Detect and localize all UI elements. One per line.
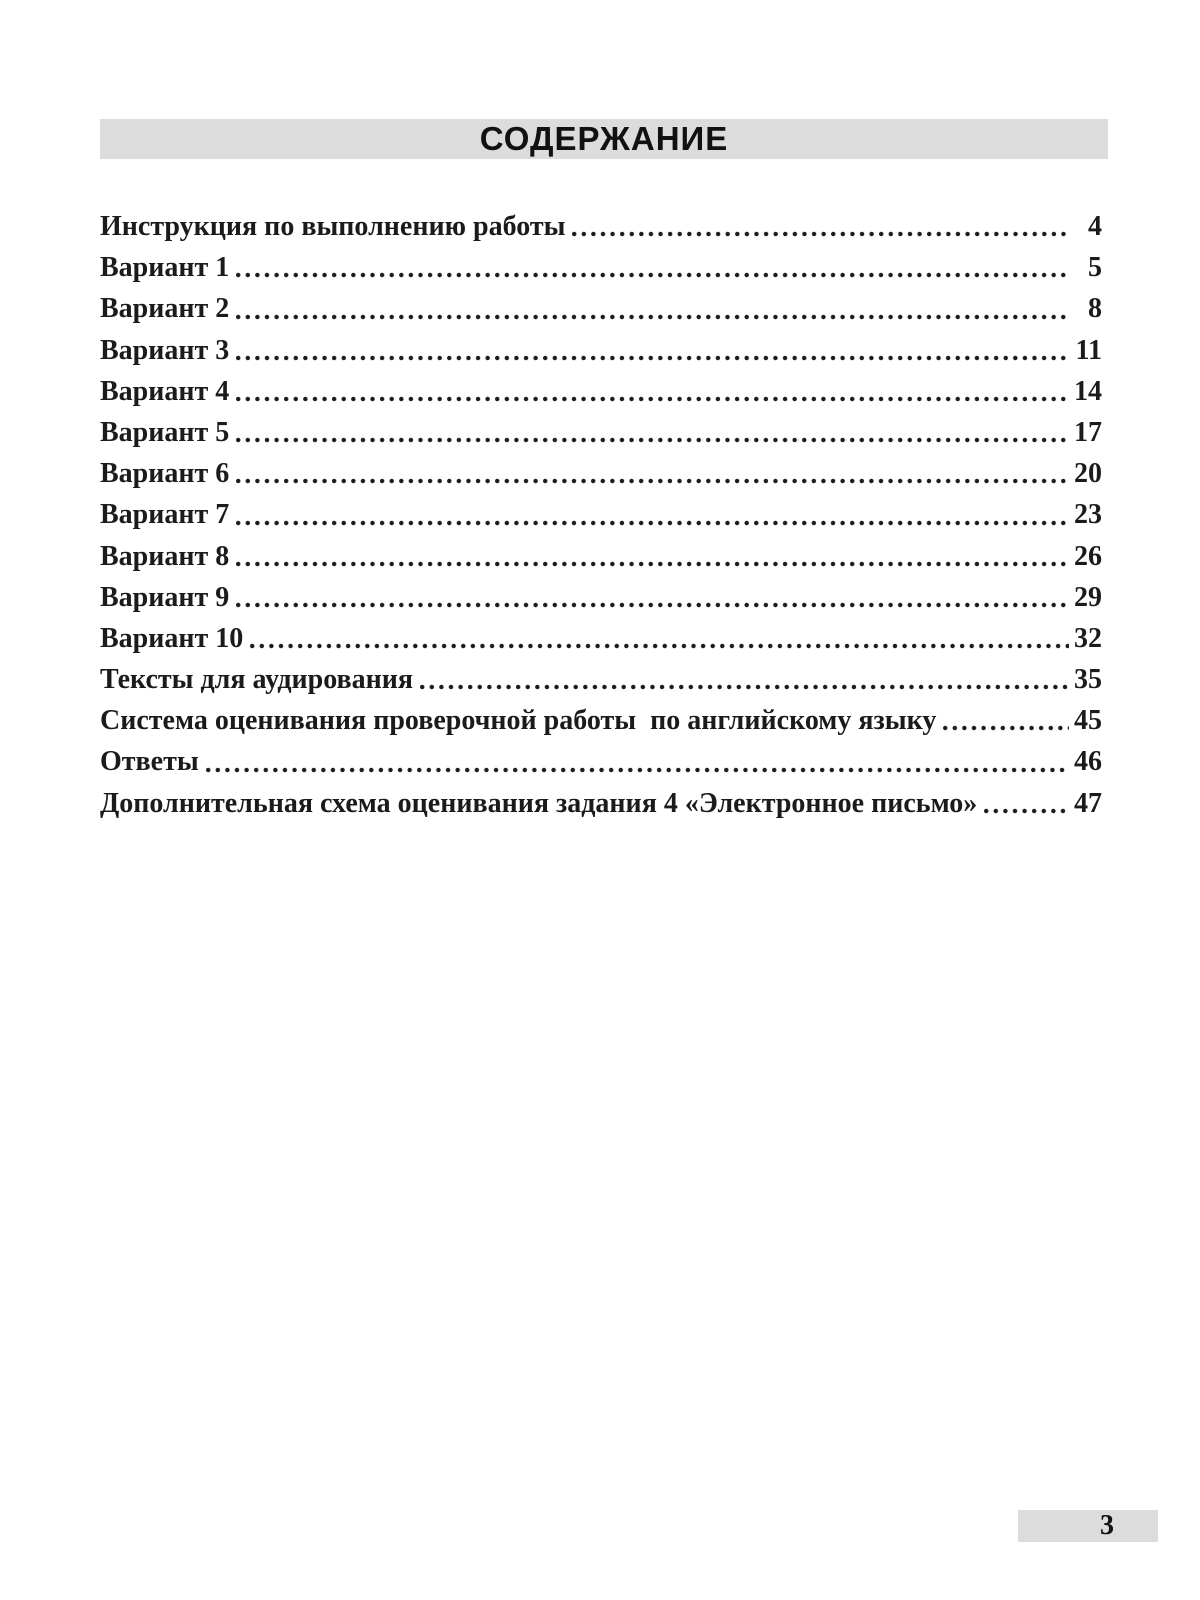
toc-entry-label: Система оценивания проверочной работы по английскому языку [100,705,937,737]
toc-entry-page: 23 [1074,499,1102,531]
dot-leader [236,520,1069,526]
toc-entry-page: 4 [1088,211,1102,242]
dot-leader [236,355,1069,361]
toc-entry-label: Вариант 6 [100,458,230,490]
toc-entry-page: 47 [1074,787,1102,819]
toc-entry-label: Вариант 10 [100,622,244,654]
toc-entry-label: Вариант 5 [100,416,230,448]
toc-entry-label: Дополнительная схема оценивания задания 4 «Электронное письмо» [100,787,978,819]
toc-entry [100,536,1102,577]
dot-leader [236,396,1069,402]
toc-entry-label: Вариант 3 [100,334,230,366]
dot-leader [250,643,1069,649]
toc-entry [100,330,1102,371]
toc-entry-label: Вариант 7 [100,499,230,531]
toc-entry-label: Ответы [100,746,199,778]
toc-entry [100,783,1102,824]
toc-entry-label: Тексты для аудирования [100,664,414,696]
toc-entry-label: Инструкция по выполнению работы [100,211,566,242]
toc-entry [100,659,1102,700]
toc-entry-label: Вариант 2 [100,293,230,325]
dot-leader [984,808,1069,814]
toc-entry [100,700,1102,741]
toc-entry-page: 32 [1074,622,1102,654]
toc-entry-page: 46 [1074,746,1102,778]
dot-leader [236,314,1069,320]
toc-entry-page: 20 [1074,458,1102,490]
dot-leader [236,272,1069,278]
toc-entry-page: 8 [1088,293,1102,325]
dot-leader [572,231,1069,237]
toc-entry [100,741,1102,782]
toc-entry-page: 35 [1074,664,1102,696]
dot-leader [420,684,1069,690]
toc-entry-page: 17 [1074,416,1102,448]
contents-title-bar [100,119,1108,159]
toc-entry-label: Вариант 9 [100,581,230,613]
toc-entry-page: 5 [1088,252,1102,284]
dot-leader [206,767,1069,773]
page-number-bar [1018,1510,1158,1542]
dot-leader [943,725,1069,731]
dot-leader [236,602,1069,608]
toc-entry [100,577,1102,618]
toc-entry [100,618,1102,659]
toc-entry [100,453,1102,494]
toc-entry-page: 14 [1074,375,1102,407]
toc-entry-label: Вариант 1 [100,252,230,284]
toc-entry [100,288,1102,329]
toc-entry-page: 29 [1074,581,1102,613]
dot-leader [236,478,1069,484]
toc-entry-page: 45 [1074,705,1102,737]
toc-entry [100,494,1102,535]
toc-entry [100,206,1102,247]
page-title: СОДЕРЖАНИЕ [479,120,729,157]
page-number: 3 [1100,1510,1114,1541]
toc-entry-label: Вариант 4 [100,375,230,407]
toc-entry [100,247,1102,288]
dot-leader [236,437,1069,443]
toc-entry-page: 26 [1074,540,1102,572]
toc-entry-page: 11 [1075,334,1102,366]
table-of-contents [100,206,1102,824]
toc-entry [100,412,1102,453]
toc-entry-label: Вариант 8 [100,540,230,572]
toc-entry [100,371,1102,412]
dot-leader [236,561,1069,567]
